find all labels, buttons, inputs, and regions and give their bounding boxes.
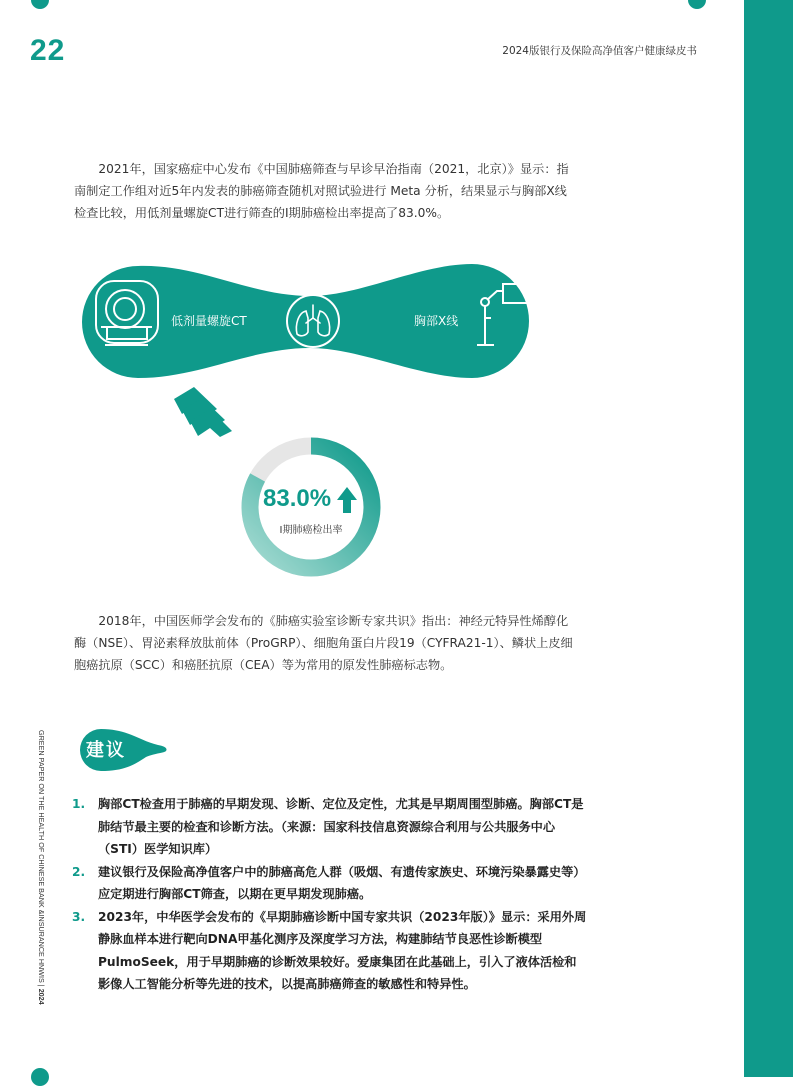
paragraph-lung-screening-guideline: 2021年，国家癌症中心发布《中国肺癌筛查与早诊早治指南（2021，北京）》显示：指南制定工作组对近5年内发表的肺癌筛查随机对照试验进行 Meta 分析，结果显示与胸部X线检查比较，用低剂量螺旋CT进行筛查的I期肺癌检出率提高了83.0%。	[74, 162, 569, 220]
list-item-text: 2023年，中华医学会发布的《早期肺癌诊断中国专家共识（2023年版）》显示：采用外周静脉血样本进行靶向DNA甲基化测序及深度学习方法，构建肺结节良恶性诊断模型 PulmoSeek，用于早期肺癌的诊断效果较好。爱康集团在此基础上，引入了液体活检和影像人工智能分析等先进的技术，以提高肺癌筛查的敏感性和特异性。	[98, 909, 587, 991]
list-item-number: 2.	[72, 864, 86, 879]
lungs-circle	[287, 295, 339, 347]
chevron-down-icon	[174, 387, 232, 437]
list-item-text: 建议银行及保险高净值客户中的肺癌高危人群（吸烟、有遗传家族史、环境污染暴露史等）应定期进行胸部CT筛查，以期在更早期发现肺癌。	[98, 864, 586, 901]
side-title-year: 2024	[37, 988, 46, 1005]
detection-rate-label: I期肺癌检出率	[279, 525, 343, 536]
list-item-number: 3.	[72, 909, 86, 924]
side-title-text: GREEN PAPER ON THE HEALTH OF CHINESE BANK &INSURANCE HNWIS	[37, 730, 46, 983]
recommendation-title: 建议	[86, 740, 126, 761]
xray-label: 胸部X线	[414, 314, 459, 328]
ct-label: 低剂量螺旋CT	[171, 314, 247, 328]
list-item	[72, 793, 587, 861]
paragraph-lab-diagnosis-consensus: 2018年，中国医师学会发布的《肺癌实验室诊断专家共识》指出：神经元特异性烯醇化酶（NSE）、胃泌素释放肽前体（ProGRP）、细胞角蛋白片段19（CYFRA21-1）、鳞状上皮细胞癌抗原（SCC）和癌胚抗原（CEA）等为常用的原发性肺癌标志物。	[74, 614, 573, 672]
header-title: 2024版银行及保险高净值客户健康绿皮书	[502, 45, 697, 57]
list-item	[72, 906, 587, 996]
list-item-number: 1.	[72, 797, 86, 811]
vertical-side-title: GREEN PAPER ON THE HEALTH OF CHINESE BANK &INSURANCE HNWIS | 2024	[37, 730, 46, 1005]
arrow-up-icon	[337, 487, 357, 513]
list-item	[72, 861, 587, 906]
page-number: 22	[30, 34, 66, 67]
list-item-text: 胸部CT检查用于肺癌的早期发现、诊断、定位及定性，尤其是早期周围型肺癌。胸部CT是肺结节最主要的检查和诊断方法。（来源：国家科技信息资源综合利用与公共服务中心（STI）医学知识库）	[98, 797, 584, 856]
bottom-left-dot	[31, 1068, 49, 1086]
detection-rate-value: 83.0%	[263, 485, 332, 512]
recommendation-list	[72, 793, 587, 996]
